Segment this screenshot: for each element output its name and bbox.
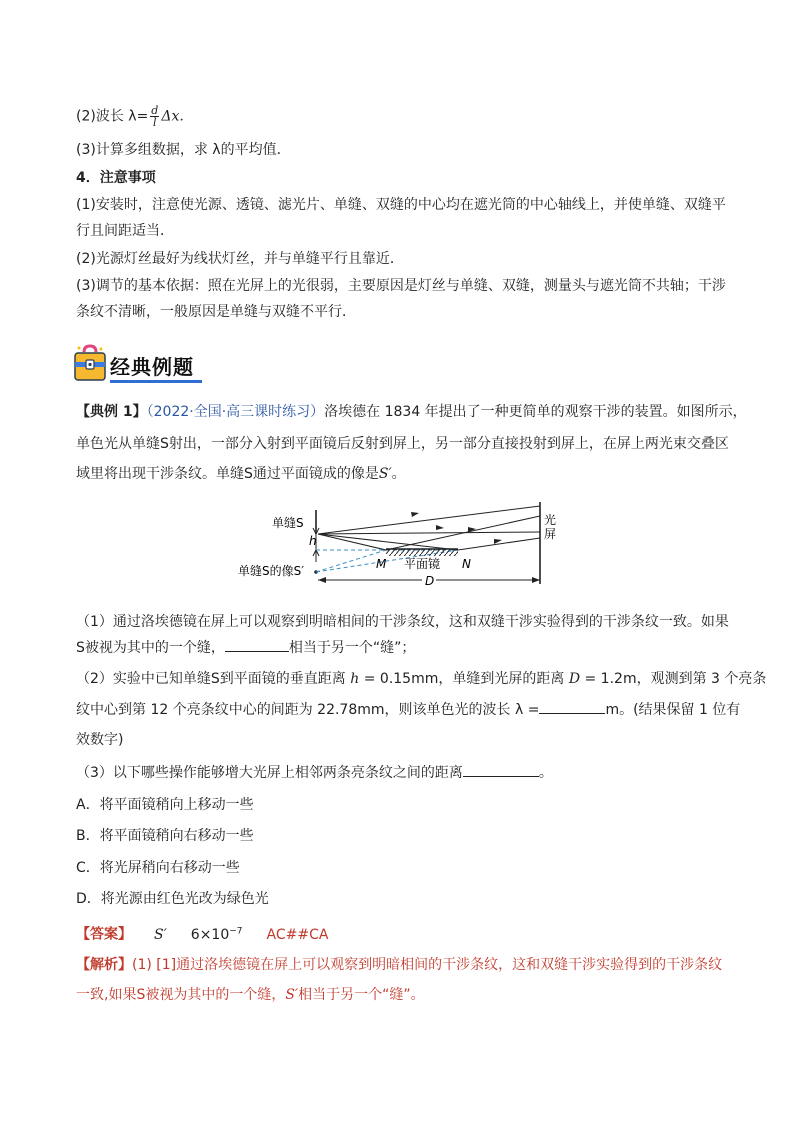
analysis-line-1 — [76, 955, 722, 975]
question-2-line-3: 效数字) — [76, 732, 124, 748]
incident-ray-2 — [318, 534, 458, 550]
answer-label: 【答案】 — [76, 926, 132, 943]
direct-ray-1 — [318, 506, 540, 534]
analysis-symbol: S′ — [285, 987, 299, 1003]
wavelength-formula-suffix: Δx. — [161, 108, 184, 125]
analysis-text-2a: 一致,如果S被视为其中的一个缝， — [76, 987, 286, 1003]
example-source: （2022·全国·高三课时练习） — [146, 404, 325, 420]
q1-text-b: 相当于另一个“缝”； — [288, 640, 416, 656]
q2-d-symbol: D — [568, 671, 581, 687]
example-intro-3c: 。 — [391, 466, 406, 482]
q2-answer-blank[interactable] — [539, 699, 605, 714]
arrow-head-2 — [436, 525, 444, 530]
direct-ray-2 — [318, 532, 540, 534]
analysis-text-2c: 相当于另一个“缝”。 — [298, 987, 425, 1003]
mirror-label: 平面镜 — [404, 557, 441, 571]
lloyd-mirror-diagram — [236, 500, 566, 592]
question-3 — [76, 762, 553, 783]
mirror-hatching — [386, 549, 458, 556]
q2-text-c: = 1.2m，观测到第 3 个亮条 — [580, 671, 767, 687]
screen-label-2: 屏 — [544, 527, 557, 541]
q3-text-b: 。 — [538, 765, 553, 781]
method-item-2 — [76, 105, 184, 128]
fraction-numerator: d — [151, 104, 159, 117]
h-label: h — [309, 534, 317, 548]
note-3-line-1: (3)调节的基本依据：照在光屏上的光很弱，主要原因是灯丝与单缝、双缝，测量头与遮光筒不共轴；干涉 — [76, 278, 726, 294]
briefcase-icon — [74, 344, 106, 382]
example-intro-text: 洛埃德在 1834 年提出了一种更简单的观察干涉的装置。如图所示， — [324, 404, 747, 420]
example-intro-3a: 域里将出现干涉条纹。单缝S通过平面镜成的像是 — [76, 466, 379, 482]
q2-text-d: 纹中心到第 12 个亮条纹中心的间距为 22.78mm，则该单色光的波长 λ = — [76, 702, 540, 718]
notes-heading: 4．注意事项 — [76, 170, 156, 186]
example-intro-line-1 — [76, 402, 747, 422]
image-label: 单缝S的像S′ — [238, 564, 304, 578]
option-c: C．将光屏稍向右移动一些 — [76, 860, 240, 876]
example-intro-line-3 — [76, 464, 406, 484]
section-title: 经典例题 — [110, 355, 194, 379]
q3-text-a: （3）以下哪些操作能够增大光屏上相邻两条亮条纹之间的距离 — [76, 765, 463, 781]
q1-answer-blank[interactable] — [225, 637, 289, 652]
note-2: (2)光源灯丝最好为线状灯丝，并与单缝平行且靠近． — [76, 251, 404, 267]
example-tag: 【典例 1】 — [76, 404, 147, 420]
note-1-line-1: (1)安装时，注意使光源、透镜、滤光片、单缝、双缝的中心均在遮光筒的中心轴线上，并使单缝、双缝平 — [76, 197, 726, 213]
option-d: D．将光源由红色光改为绿色光 — [76, 891, 269, 907]
d-label: D — [425, 574, 435, 588]
note-1-line-2: 行且间距适当． — [76, 223, 174, 239]
option-a: A．将平面镜稍向上移动一些 — [76, 797, 254, 813]
fraction-denominator: l — [153, 116, 157, 129]
m-label: M — [376, 557, 387, 571]
q1-text-a: S被视为其中的一个缝， — [76, 640, 225, 656]
question-2-line-2 — [76, 699, 740, 720]
arrow-head-1 — [411, 512, 419, 517]
n-label: N — [462, 557, 471, 571]
q2-text-e: m。(结果保留 1 位有 — [605, 702, 741, 718]
answer-3: AC##CA — [266, 926, 329, 943]
slit-label: 单缝S — [272, 516, 304, 530]
answer-2 — [191, 927, 243, 943]
analysis-text-1: (1) [1]通过洛埃德镜在屏上可以观察到明暗相间的干涉条纹，这和双缝干涉实验得到的干涉条纹 — [132, 957, 723, 973]
answer-row — [76, 921, 328, 945]
note-3-line-2: 条纹不清晰，一般原因是单缝与双缝不平行． — [76, 304, 356, 320]
image-symbol: S′ — [378, 466, 392, 482]
answer-2-exponent: −7 — [229, 926, 243, 936]
method-item-3: (3)计算多组数据，求 λ的平均值． — [76, 142, 291, 158]
answer-2-base: 6×10 — [190, 926, 230, 943]
example-intro-line-2: 单色光从单缝S射出，一部分入射到平面镜后反射到屏上，另一部分直接投射到屏上，在屏上两光束交叠区 — [76, 436, 729, 452]
analysis-line-2 — [76, 985, 425, 1005]
option-b: B．将平面镜稍向右移动一些 — [76, 828, 254, 844]
question-1-line-2 — [76, 637, 415, 658]
incident-ray-1 — [318, 534, 386, 550]
section-header — [74, 344, 194, 384]
question-2-line-1 — [76, 669, 766, 689]
answer-1: S′ — [154, 926, 167, 943]
q2-h-symbol: h — [350, 671, 360, 687]
q3-answer-blank[interactable] — [463, 762, 539, 777]
screen-label-1: 光 — [544, 513, 557, 527]
q2-text-b: = 0.15mm，单缝到光屏的距离 — [359, 671, 569, 687]
question-1-line-1: （1）通过洛埃德镜在屏上可以观察到明暗相间的干涉条纹，这和双缝干涉实验得到的干涉条纹一致。如果 — [76, 614, 729, 630]
analysis-label: 【解析】 — [76, 957, 132, 973]
section-underline — [110, 380, 202, 383]
fraction-d-over-l — [150, 105, 159, 128]
q2-text-a: （2）实验中已知单缝S到平面镜的垂直距离 — [76, 671, 351, 687]
wavelength-formula-prefix: (2)波长 λ= — [76, 108, 149, 125]
